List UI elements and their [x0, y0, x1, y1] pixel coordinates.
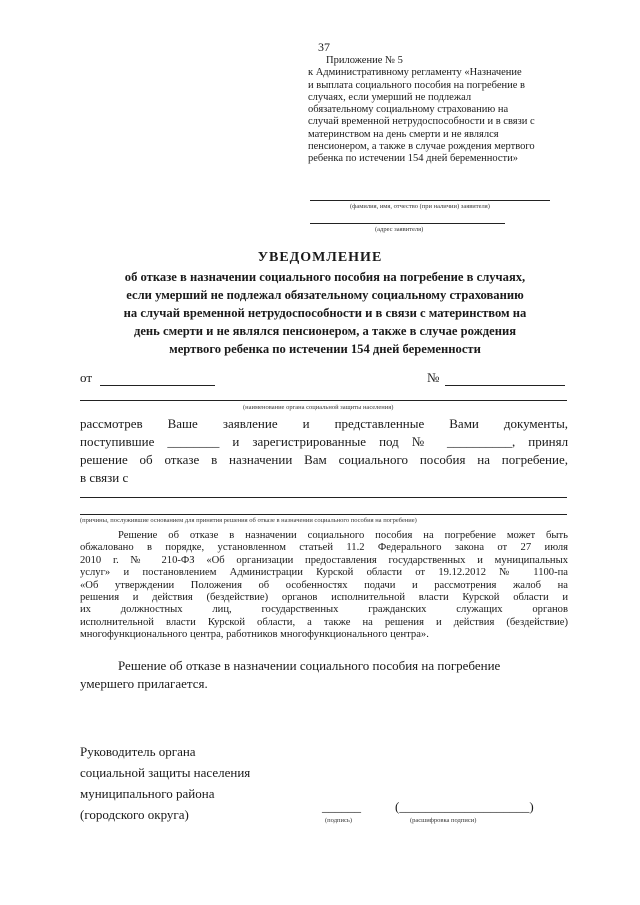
para1-line4: в связи с — [80, 470, 129, 485]
from-date-field[interactable] — [100, 385, 215, 386]
received-date-field[interactable]: ________ — [167, 434, 220, 449]
appeal-line: услуг» и постановлением Администрации Курской области от 19.12.2012 № 1100-па — [80, 567, 568, 579]
para1-line3: решение об отказе в назначении Вам социального пособия на погребение, — [80, 452, 568, 467]
appendix-header — [308, 55, 578, 166]
reason-field-line1[interactable] — [80, 497, 567, 498]
appendix-line: обязательному социальному страхованию на — [308, 104, 509, 116]
appendix-line: случай временной нетрудоспособности и в связи с — [308, 116, 535, 128]
word: поступившие — [80, 434, 155, 449]
decode-caption: (расшифровка подписи) — [410, 817, 477, 824]
document-title: УВЕДОМЛЕНИЕ — [257, 250, 383, 265]
signature-line: Руководитель органа — [80, 744, 196, 759]
applicant-address-caption: (адрес заявителя) — [375, 226, 424, 233]
subtitle-line: если умерший не подлежал обязательному социальному страхованию — [126, 288, 524, 302]
applicant-name-caption: (фамилия, имя, отчество (при наличии) заявителя) — [350, 203, 490, 210]
page-number: 37 — [318, 40, 330, 54]
appeal-line: многофункционального центра, работников многофункционального центра». — [80, 629, 429, 641]
appendix-line: Приложение № 5 — [326, 55, 403, 66]
signature-line: (городского округа) — [80, 807, 189, 822]
from-label: от — [80, 370, 93, 385]
word: представленные — [334, 416, 425, 431]
word: зарегистрированные — [252, 434, 367, 449]
appeal-line: Решение об отказе в назначении социального пособия на погребение может быть — [118, 530, 568, 541]
reason-caption: (причины, послужившие основанием для принятия решения об отказе в назначении социального пособия на погребение) — [80, 517, 417, 524]
word: и — [302, 416, 310, 431]
signature-line: социальной защиты населения — [80, 765, 251, 780]
word: и — [232, 434, 240, 449]
word: № — [411, 434, 434, 449]
word: Ваше — [167, 416, 198, 431]
attachment-line1: Решение об отказе в назначении социального пособия на погребение — [118, 658, 501, 673]
org-name-field[interactable] — [80, 400, 567, 401]
subtitle-line: об отказе в назначении социального пособия на погребение в случаях, — [124, 270, 526, 284]
appendix-line: пенсионером, а также в случае рождения мертвого — [308, 141, 535, 153]
appeal-line: обжаловано в порядке, установленном статьей 11.2 Федерального закона от 27 июля — [80, 542, 568, 554]
applicant-address-line[interactable] — [310, 223, 505, 224]
appeal-paragraph — [80, 530, 568, 642]
appeal-line: решения и действия (бездействие) органов исполнительной власти Курской области и — [80, 592, 568, 604]
para1-line2 — [80, 434, 568, 450]
reason-field-line2[interactable] — [80, 514, 567, 515]
appendix-line: к Административному регламенту «Назначение — [308, 67, 522, 79]
signature-line: муниципального района — [80, 786, 215, 801]
signature-block — [80, 741, 250, 825]
subtitle-line: на случай временной нетрудоспособности и в связи с материнством на — [123, 306, 527, 320]
signature-caption: (подпись) — [325, 817, 352, 824]
subtitle-line: день смерти и не являлся пенсионером, а также в случае рождения — [133, 324, 517, 338]
number-field[interactable] — [445, 385, 565, 386]
number-label: № — [427, 370, 440, 385]
word: Вами — [449, 416, 479, 431]
subtitle-line: мертвого ребенка по истечении 154 дней беременности — [169, 342, 481, 356]
appeal-line: 2010 г. № 210-ФЗ «Об организации предоставления государственных и муниципальных — [80, 554, 568, 566]
appeal-line: их должностных лиц, государственных гражданских служащих органов — [80, 604, 568, 616]
appeal-line: исполнительной власти Курской области, а также на решения и действия (бездействие) — [80, 616, 568, 628]
word: заявление — [222, 416, 278, 431]
appendix-line: и выплата социального пособия на погребение в — [308, 79, 526, 91]
word: принял — [528, 434, 569, 449]
applicant-name-line[interactable] — [310, 200, 550, 201]
registration-number-field[interactable]: __________, — [446, 434, 516, 449]
word: рассмотрев — [80, 416, 143, 431]
attachment-line2: умершего прилагается. — [80, 676, 208, 691]
word: под — [379, 434, 399, 449]
document-subtitle — [60, 268, 590, 358]
org-caption: (наименование органа социальной защиты населения) — [243, 404, 394, 411]
appendix-line: материнством на день смерти и не являлся — [308, 128, 499, 140]
decode-field[interactable]: (____________________) — [395, 799, 534, 814]
appendix-line: ребенка по истечении 154 дней беременности» — [308, 153, 518, 165]
para1-line1 — [80, 416, 568, 432]
appendix-line: случаях, если умерший не подлежал — [308, 91, 472, 103]
signature-field[interactable]: ______ — [322, 799, 361, 814]
appeal-line: «Об утверждении Положения об особенностях подачи и рассмотрения жалоб на — [80, 579, 568, 591]
word: документы, — [503, 416, 569, 431]
